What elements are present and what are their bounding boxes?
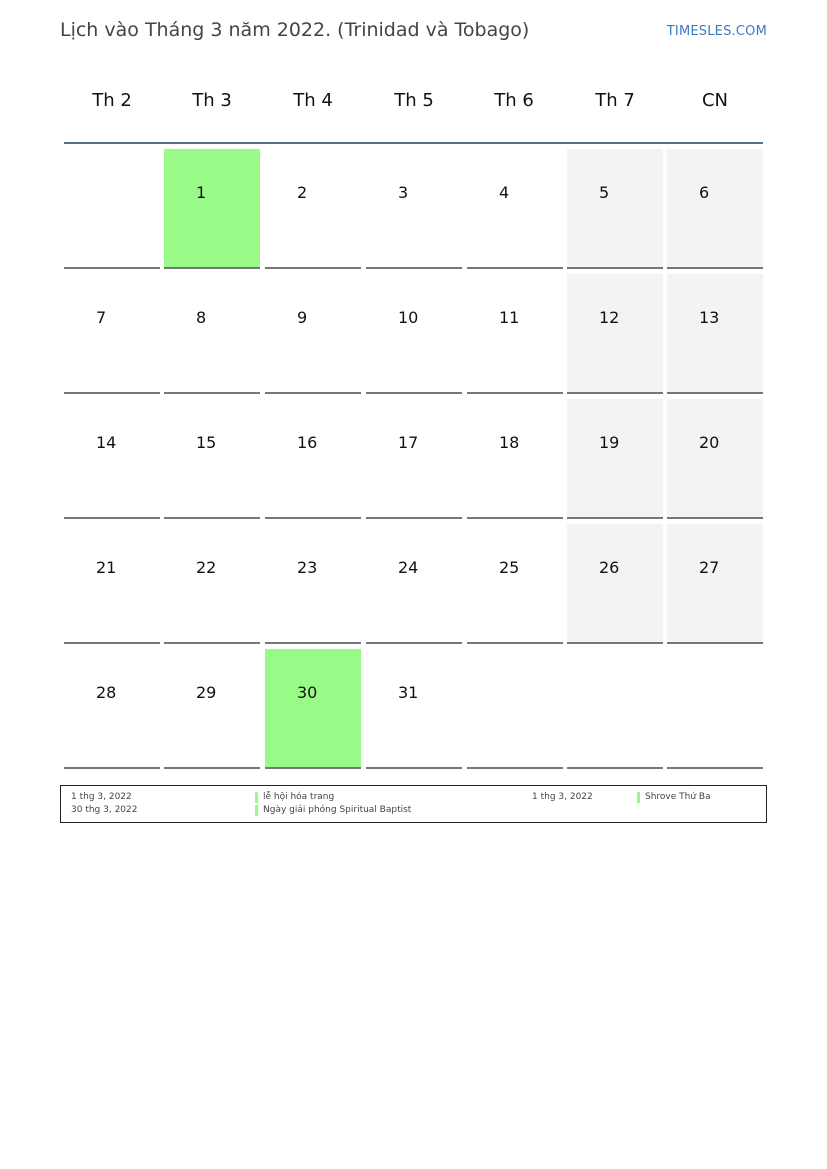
holiday-legend bbox=[60, 785, 767, 823]
legend-holiday-name: lễ hội hóa trang bbox=[263, 792, 335, 802]
day-cell bbox=[164, 399, 260, 519]
day-number: 24 bbox=[398, 558, 419, 577]
holiday-color-marker bbox=[255, 805, 258, 816]
day-number: 21 bbox=[96, 558, 117, 577]
day-number: 7 bbox=[96, 308, 107, 327]
legend-date: 1 thg 3, 2022 bbox=[71, 792, 132, 802]
day-cell bbox=[265, 649, 361, 769]
day-cell bbox=[467, 274, 563, 394]
weekday-label: Th 2 bbox=[92, 90, 132, 111]
legend-holiday-name: Ngày giải phóng Spiritual Baptist bbox=[263, 805, 412, 815]
brand-link[interactable]: TIMESLES.COM bbox=[666, 24, 767, 39]
day-cell bbox=[467, 524, 563, 644]
day-cell bbox=[64, 649, 160, 769]
legend-date: 30 thg 3, 2022 bbox=[71, 805, 138, 815]
weekday-label: Th 7 bbox=[595, 90, 635, 111]
day-cell bbox=[366, 399, 462, 519]
day-number: 4 bbox=[499, 183, 510, 202]
empty-day-cell bbox=[567, 649, 663, 769]
day-cell bbox=[164, 149, 260, 269]
day-cell bbox=[667, 274, 763, 394]
day-number: 13 bbox=[699, 308, 720, 327]
weekday-label: Th 4 bbox=[293, 90, 333, 111]
day-number: 27 bbox=[699, 558, 720, 577]
day-number: 30 bbox=[297, 683, 318, 702]
day-cell bbox=[567, 274, 663, 394]
weekday-label: CN bbox=[701, 90, 729, 111]
weekday-header-row bbox=[64, 90, 764, 120]
empty-day-cell bbox=[667, 649, 763, 769]
day-number: 25 bbox=[499, 558, 520, 577]
day-number: 3 bbox=[398, 183, 409, 202]
day-number: 5 bbox=[599, 183, 610, 202]
weekday-label: Th 6 bbox=[494, 90, 534, 111]
legend-holiday-name: Shrove Thứ Ba bbox=[645, 792, 711, 802]
day-cell bbox=[366, 274, 462, 394]
empty-day-cell bbox=[467, 649, 563, 769]
day-number: 8 bbox=[196, 308, 207, 327]
day-cell bbox=[164, 524, 260, 644]
day-number: 2 bbox=[297, 183, 308, 202]
empty-day-cell bbox=[64, 149, 160, 269]
day-number: 11 bbox=[499, 308, 520, 327]
header-divider bbox=[64, 142, 763, 144]
day-number: 9 bbox=[297, 308, 308, 327]
day-cell bbox=[567, 524, 663, 644]
day-number: 17 bbox=[398, 433, 419, 452]
legend-date: 1 thg 3, 2022 bbox=[532, 792, 593, 802]
day-number: 16 bbox=[297, 433, 318, 452]
day-number: 1 bbox=[196, 183, 207, 202]
day-number: 12 bbox=[599, 308, 620, 327]
day-number: 29 bbox=[196, 683, 217, 702]
holiday-color-marker bbox=[255, 792, 258, 803]
day-cell bbox=[265, 149, 361, 269]
day-cell bbox=[64, 274, 160, 394]
day-cell bbox=[164, 274, 260, 394]
day-cell bbox=[265, 399, 361, 519]
day-cell bbox=[64, 399, 160, 519]
day-cell bbox=[667, 399, 763, 519]
page-title: Lịch vào Tháng 3 năm 2022. (Trinidad và Tobago) bbox=[60, 19, 530, 41]
day-number: 28 bbox=[96, 683, 117, 702]
day-number: 15 bbox=[196, 433, 217, 452]
day-cell bbox=[265, 274, 361, 394]
day-number: 26 bbox=[599, 558, 620, 577]
day-cell bbox=[467, 399, 563, 519]
day-cell bbox=[64, 524, 160, 644]
weekday-label: Th 5 bbox=[394, 90, 434, 111]
day-cell bbox=[366, 149, 462, 269]
weekday-label: Th 3 bbox=[192, 90, 232, 111]
day-number: 18 bbox=[499, 433, 520, 452]
day-number: 23 bbox=[297, 558, 318, 577]
day-number: 6 bbox=[699, 183, 710, 202]
day-number: 20 bbox=[699, 433, 720, 452]
day-cell bbox=[667, 149, 763, 269]
day-cell bbox=[265, 524, 361, 644]
day-cell bbox=[567, 399, 663, 519]
day-cell bbox=[366, 649, 462, 769]
day-cell bbox=[467, 149, 563, 269]
holiday-color-marker bbox=[637, 792, 640, 803]
day-number: 31 bbox=[398, 683, 419, 702]
day-number: 22 bbox=[196, 558, 217, 577]
day-number: 19 bbox=[599, 433, 620, 452]
day-cell bbox=[366, 524, 462, 644]
day-number: 14 bbox=[96, 433, 117, 452]
day-number: 10 bbox=[398, 308, 419, 327]
day-cell bbox=[567, 149, 663, 269]
day-cell bbox=[667, 524, 763, 644]
day-cell bbox=[164, 649, 260, 769]
